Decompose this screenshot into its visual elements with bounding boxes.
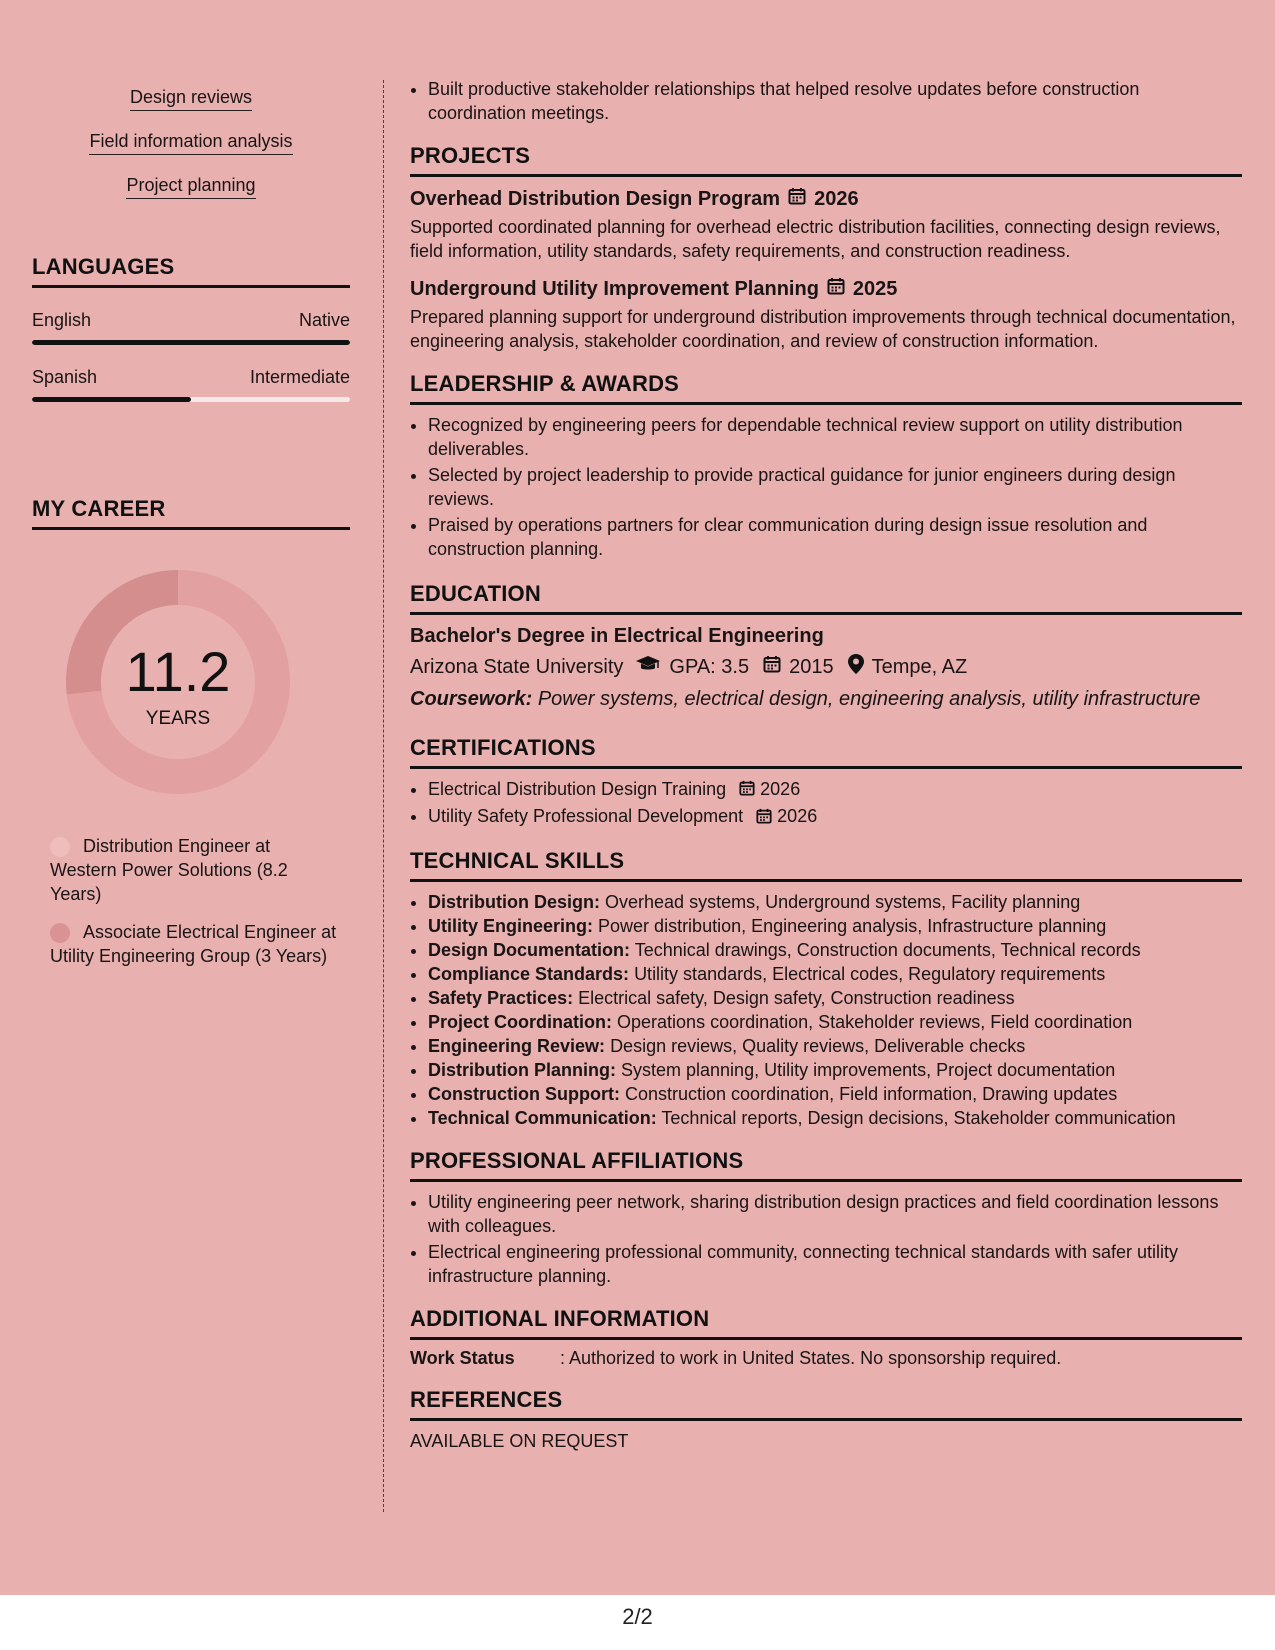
skill-values: Overhead systems, Underground systems, Facility planning — [605, 891, 1081, 912]
education-section — [410, 581, 1242, 711]
technical-skill-item — [428, 1010, 1242, 1034]
technical-skill-item — [428, 890, 1242, 914]
certifications-heading: CERTIFICATIONS — [410, 735, 1242, 769]
certifications-section — [410, 735, 1242, 830]
language-item — [32, 310, 350, 345]
calendar-icon — [788, 187, 806, 211]
calendar-icon — [763, 655, 781, 679]
skill-category: Design Documentation: — [428, 939, 631, 960]
column-divider — [383, 80, 384, 1512]
career-dot-icon — [50, 837, 70, 857]
skill-values: Technical reports, Design decisions, Stakeholder communication — [661, 1107, 1176, 1128]
skill-values: Operations coordination, Stakeholder reviews, Field coordination — [617, 1011, 1133, 1032]
project-year: 2025 — [852, 277, 898, 300]
skill-values: Utility standards, Electrical codes, Regulatory requirements — [634, 963, 1106, 984]
education-details — [410, 654, 1242, 680]
career-heading: MY CAREER — [32, 496, 350, 530]
technical-skill-item — [428, 1082, 1242, 1106]
language-level: Native — [298, 310, 350, 330]
career-total-years: 11.2 — [125, 640, 231, 703]
technical-skill-item — [428, 986, 1242, 1010]
school-name: Arizona State University — [410, 655, 624, 678]
skill-category: Engineering Review: — [428, 1035, 606, 1056]
leadership-item: • Praised by operations partners for clear communication during design issue resolution and construction planning. — [428, 513, 1242, 561]
coursework-label: Coursework: — [410, 688, 533, 710]
projects-heading: PROJECTS — [410, 143, 1242, 177]
project-description: Prepared planning support for underground distribution improvements through technical documentation, engineering analysis, stakeholder coordination, and review of construction information. — [410, 307, 1236, 351]
skill-values: Design reviews, Quality reviews, Deliverable checks — [610, 1035, 1026, 1056]
leadership-section — [410, 371, 1242, 561]
leadership-item: • Selected by project leadership to provide practical guidance for junior engineers during design reviews. — [428, 463, 1242, 511]
languages-heading: LANGUAGES — [32, 254, 350, 288]
certification-item — [428, 804, 1242, 829]
experience-bullets — [410, 77, 1242, 125]
skill-tag: Field information analysis — [89, 130, 292, 155]
technical-skills-heading: TECHNICAL SKILLS — [410, 848, 1242, 882]
coursework — [410, 688, 1242, 711]
coursework-list: Power systems, electrical design, engineering analysis, utility infrastructure — [537, 688, 1201, 710]
degree-title: Bachelor's Degree in Electrical Engineering — [410, 625, 824, 647]
career-list — [50, 834, 340, 982]
education-heading: EDUCATION — [410, 581, 1242, 615]
location-pin-icon — [848, 654, 864, 680]
language-item — [32, 367, 350, 402]
career-item — [50, 834, 340, 906]
work-status-value: : Authorized to work in United States. No sponsorship required. — [560, 1347, 1062, 1368]
language-name: English — [32, 310, 92, 330]
skill-values: Power distribution, Engineering analysis, Infrastructure planning — [598, 915, 1107, 936]
page-number: 2/2 — [622, 1604, 653, 1629]
project-title: Overhead Distribution Design Program — [410, 187, 781, 210]
affiliation-item: • Utility engineering peer network, sharing distribution design practices and field coordination lessons with colleagues. — [428, 1190, 1242, 1238]
career-years-unit: YEARS — [145, 708, 211, 729]
right-column — [410, 0, 1242, 1452]
technical-skill-item — [428, 914, 1242, 938]
language-name: Spanish — [32, 367, 98, 387]
project-title-row — [410, 187, 1242, 211]
skill-tags — [32, 86, 350, 218]
affiliation-item: • Electrical engineering professional community, connecting technical standards with safer utility infrastructure planning. — [428, 1240, 1242, 1288]
experience-bullet: • Built productive stakeholder relationships that helped resolve updates before construction coordination meetings. — [428, 77, 1242, 125]
technical-skills-section — [410, 848, 1242, 1130]
career-section — [32, 496, 350, 966]
technical-skill-item — [428, 962, 1242, 986]
project-year: 2026 — [814, 187, 859, 210]
skill-values: Technical drawings, Construction documents, Technical records — [634, 939, 1141, 960]
leadership-heading: LEADERSHIP & AWARDS — [410, 371, 1242, 405]
technical-skill-item — [428, 1058, 1242, 1082]
additional-info-heading: ADDITIONAL INFORMATION — [410, 1306, 1242, 1340]
references-section — [410, 1387, 1242, 1452]
career-item-text: Distribution Engineer at Western Power Solutions (8.2 Years) — [50, 836, 288, 904]
skill-tag: Project planning — [126, 174, 255, 199]
skill-values: System planning, Utility improvements, Project documentation — [621, 1059, 1116, 1080]
certification-name: Utility Safety Professional Development — [428, 806, 744, 827]
technical-skill-item — [428, 938, 1242, 962]
references-heading: REFERENCES — [410, 1387, 1242, 1421]
language-bar-fill — [32, 340, 350, 345]
references-text: AVAILABLE ON REQUEST — [410, 1430, 629, 1451]
projects-section — [410, 143, 1242, 353]
languages-section — [32, 254, 350, 402]
skill-category: Technical Communication: — [428, 1107, 657, 1128]
certification-year: 2026 — [760, 779, 801, 799]
calendar-icon — [739, 778, 755, 802]
career-item — [50, 920, 340, 968]
affiliations-heading: PROFESSIONAL AFFILIATIONS — [410, 1148, 1242, 1182]
project-title: Underground Utility Improvement Planning — [410, 277, 819, 300]
language-bar-fill — [32, 397, 191, 402]
language-level: Intermediate — [249, 367, 350, 387]
project-description: Supported coordinated planning for overhead electric distribution facilities, connecting design reviews, field information, utility standards, safety requirements, and construction readiness. — [410, 217, 1221, 261]
skill-category: Distribution Planning: — [428, 1059, 616, 1080]
language-bar — [32, 397, 350, 402]
skill-category: Project Coordination: — [428, 1011, 612, 1032]
skill-category: Compliance Standards: — [428, 963, 630, 984]
calendar-icon — [756, 806, 772, 830]
skill-category: Utility Engineering: — [428, 915, 594, 936]
skill-category: Safety Practices: — [428, 987, 574, 1008]
work-status-row — [410, 1348, 1242, 1369]
project-title-row — [410, 277, 1242, 301]
affiliations-section — [410, 1148, 1242, 1288]
skill-values: Construction coordination, Field information, Drawing updates — [625, 1083, 1118, 1104]
certification-year: 2026 — [777, 806, 818, 827]
technical-skill-item — [428, 1106, 1242, 1130]
career-dot-icon — [50, 923, 70, 943]
language-bar — [32, 340, 350, 345]
gpa: GPA: 3.5 — [669, 655, 750, 678]
additional-info-section — [410, 1306, 1242, 1369]
skill-category: Distribution Design: — [428, 891, 600, 912]
certification-item — [428, 777, 1242, 802]
career-item-text: Associate Electrical Engineer at Utility Engineering Group (3 Years) — [50, 922, 337, 966]
skill-tag: Design reviews — [130, 86, 252, 111]
calendar-icon — [827, 277, 845, 301]
graduation-year: 2015 — [789, 655, 834, 678]
leadership-item: • Recognized by engineering peers for dependable technical review support on utility distribution deliverables. — [428, 413, 1242, 461]
school-location: Tempe, AZ — [871, 655, 968, 678]
work-status-label: Work Status — [410, 1347, 515, 1368]
technical-skill-item — [428, 1034, 1242, 1058]
certification-name: Electrical Distribution Design Training — [428, 779, 727, 799]
skill-category: Construction Support: — [428, 1083, 620, 1104]
graduation-cap-icon — [635, 655, 661, 679]
skill-values: Electrical safety, Design safety, Construction readiness — [578, 987, 1015, 1008]
